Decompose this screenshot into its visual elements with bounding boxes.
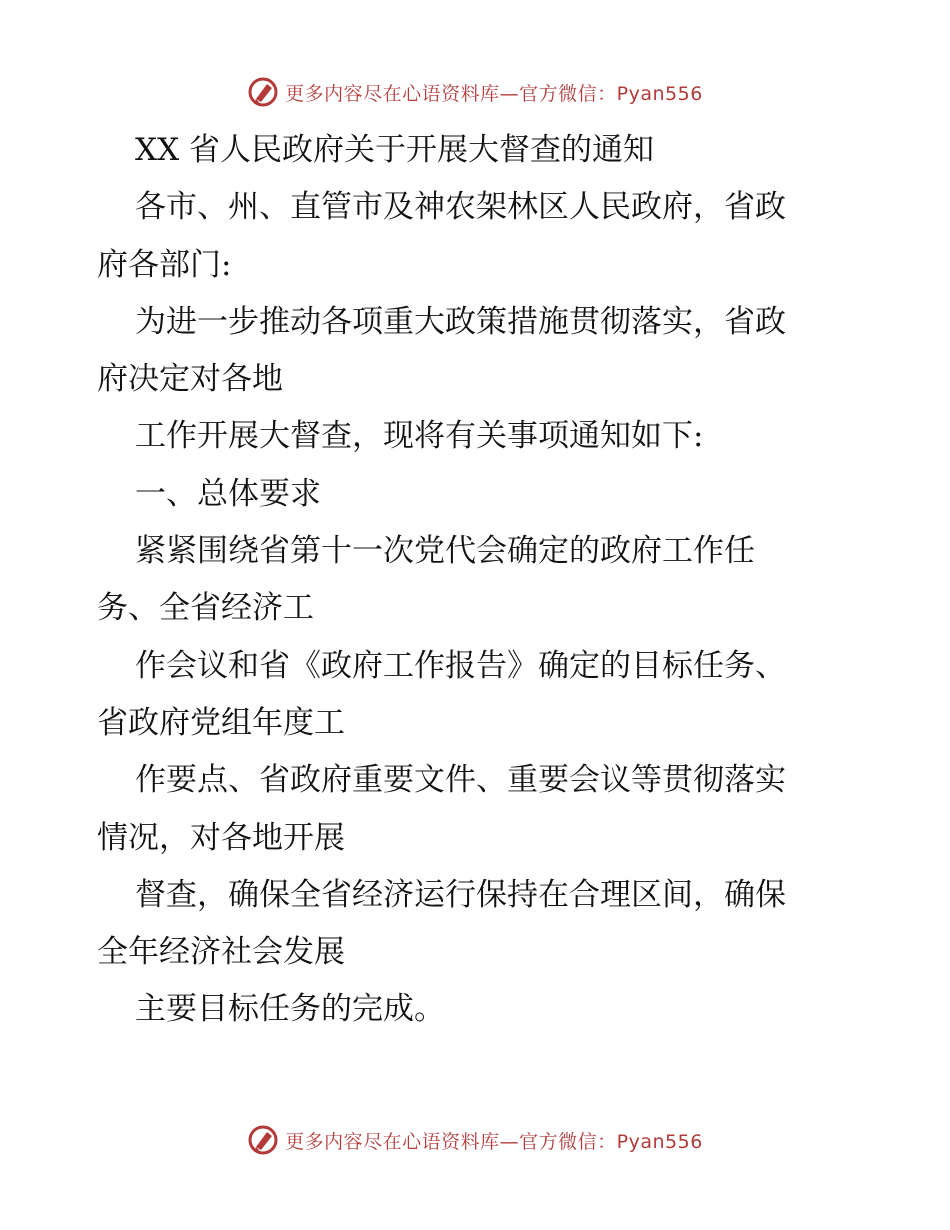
text-line: 务、全省经济工 — [97, 590, 314, 627]
text-line: 各市、州、直管市及神农架林区人民政府，省政 — [135, 189, 786, 226]
banner-text: 更多内容尽在心语资料库—官方微信：Pyan556 — [285, 1130, 703, 1153]
document-title: XX 省人民政府关于开展大督查的通知 — [135, 132, 654, 168]
footer-banner — [0, 1120, 950, 1160]
document-body — [97, 122, 857, 1039]
pen-nib-logo-icon — [247, 1124, 279, 1156]
text-line: 一、总体要求 — [135, 475, 321, 512]
text-line: 作要点、省政府重要文件、重要会议等贯彻落实 — [135, 762, 786, 799]
text-line: 为进一步推动各项重大政策措施贯彻落实，省政 — [135, 303, 786, 340]
text-line: 工作开展大督查，现将有关事项通知如下: — [135, 418, 704, 455]
text-line: 紧紧围绕省第十一次党代会确定的政府工作任 — [135, 533, 755, 570]
text-line: 全年经济社会发展 — [97, 934, 345, 971]
header-banner — [0, 72, 950, 112]
text-line: 府各部门: — [97, 246, 232, 283]
banner-text: 更多内容尽在心语资料库—官方微信：Pyan556 — [285, 82, 703, 105]
text-line: 作会议和省《政府工作报告》确定的目标任务、 — [135, 647, 786, 684]
text-line: 督查，确保全省经济运行保持在合理区间，确保 — [135, 876, 786, 913]
text-line: 府决定对各地 — [97, 361, 283, 398]
pen-nib-logo-icon — [247, 76, 279, 108]
text-line: 主要目标任务的完成。 — [135, 991, 445, 1028]
text-line: 情况，对各地开展 — [97, 819, 345, 856]
text-line: 省政府党组年度工 — [97, 704, 345, 741]
